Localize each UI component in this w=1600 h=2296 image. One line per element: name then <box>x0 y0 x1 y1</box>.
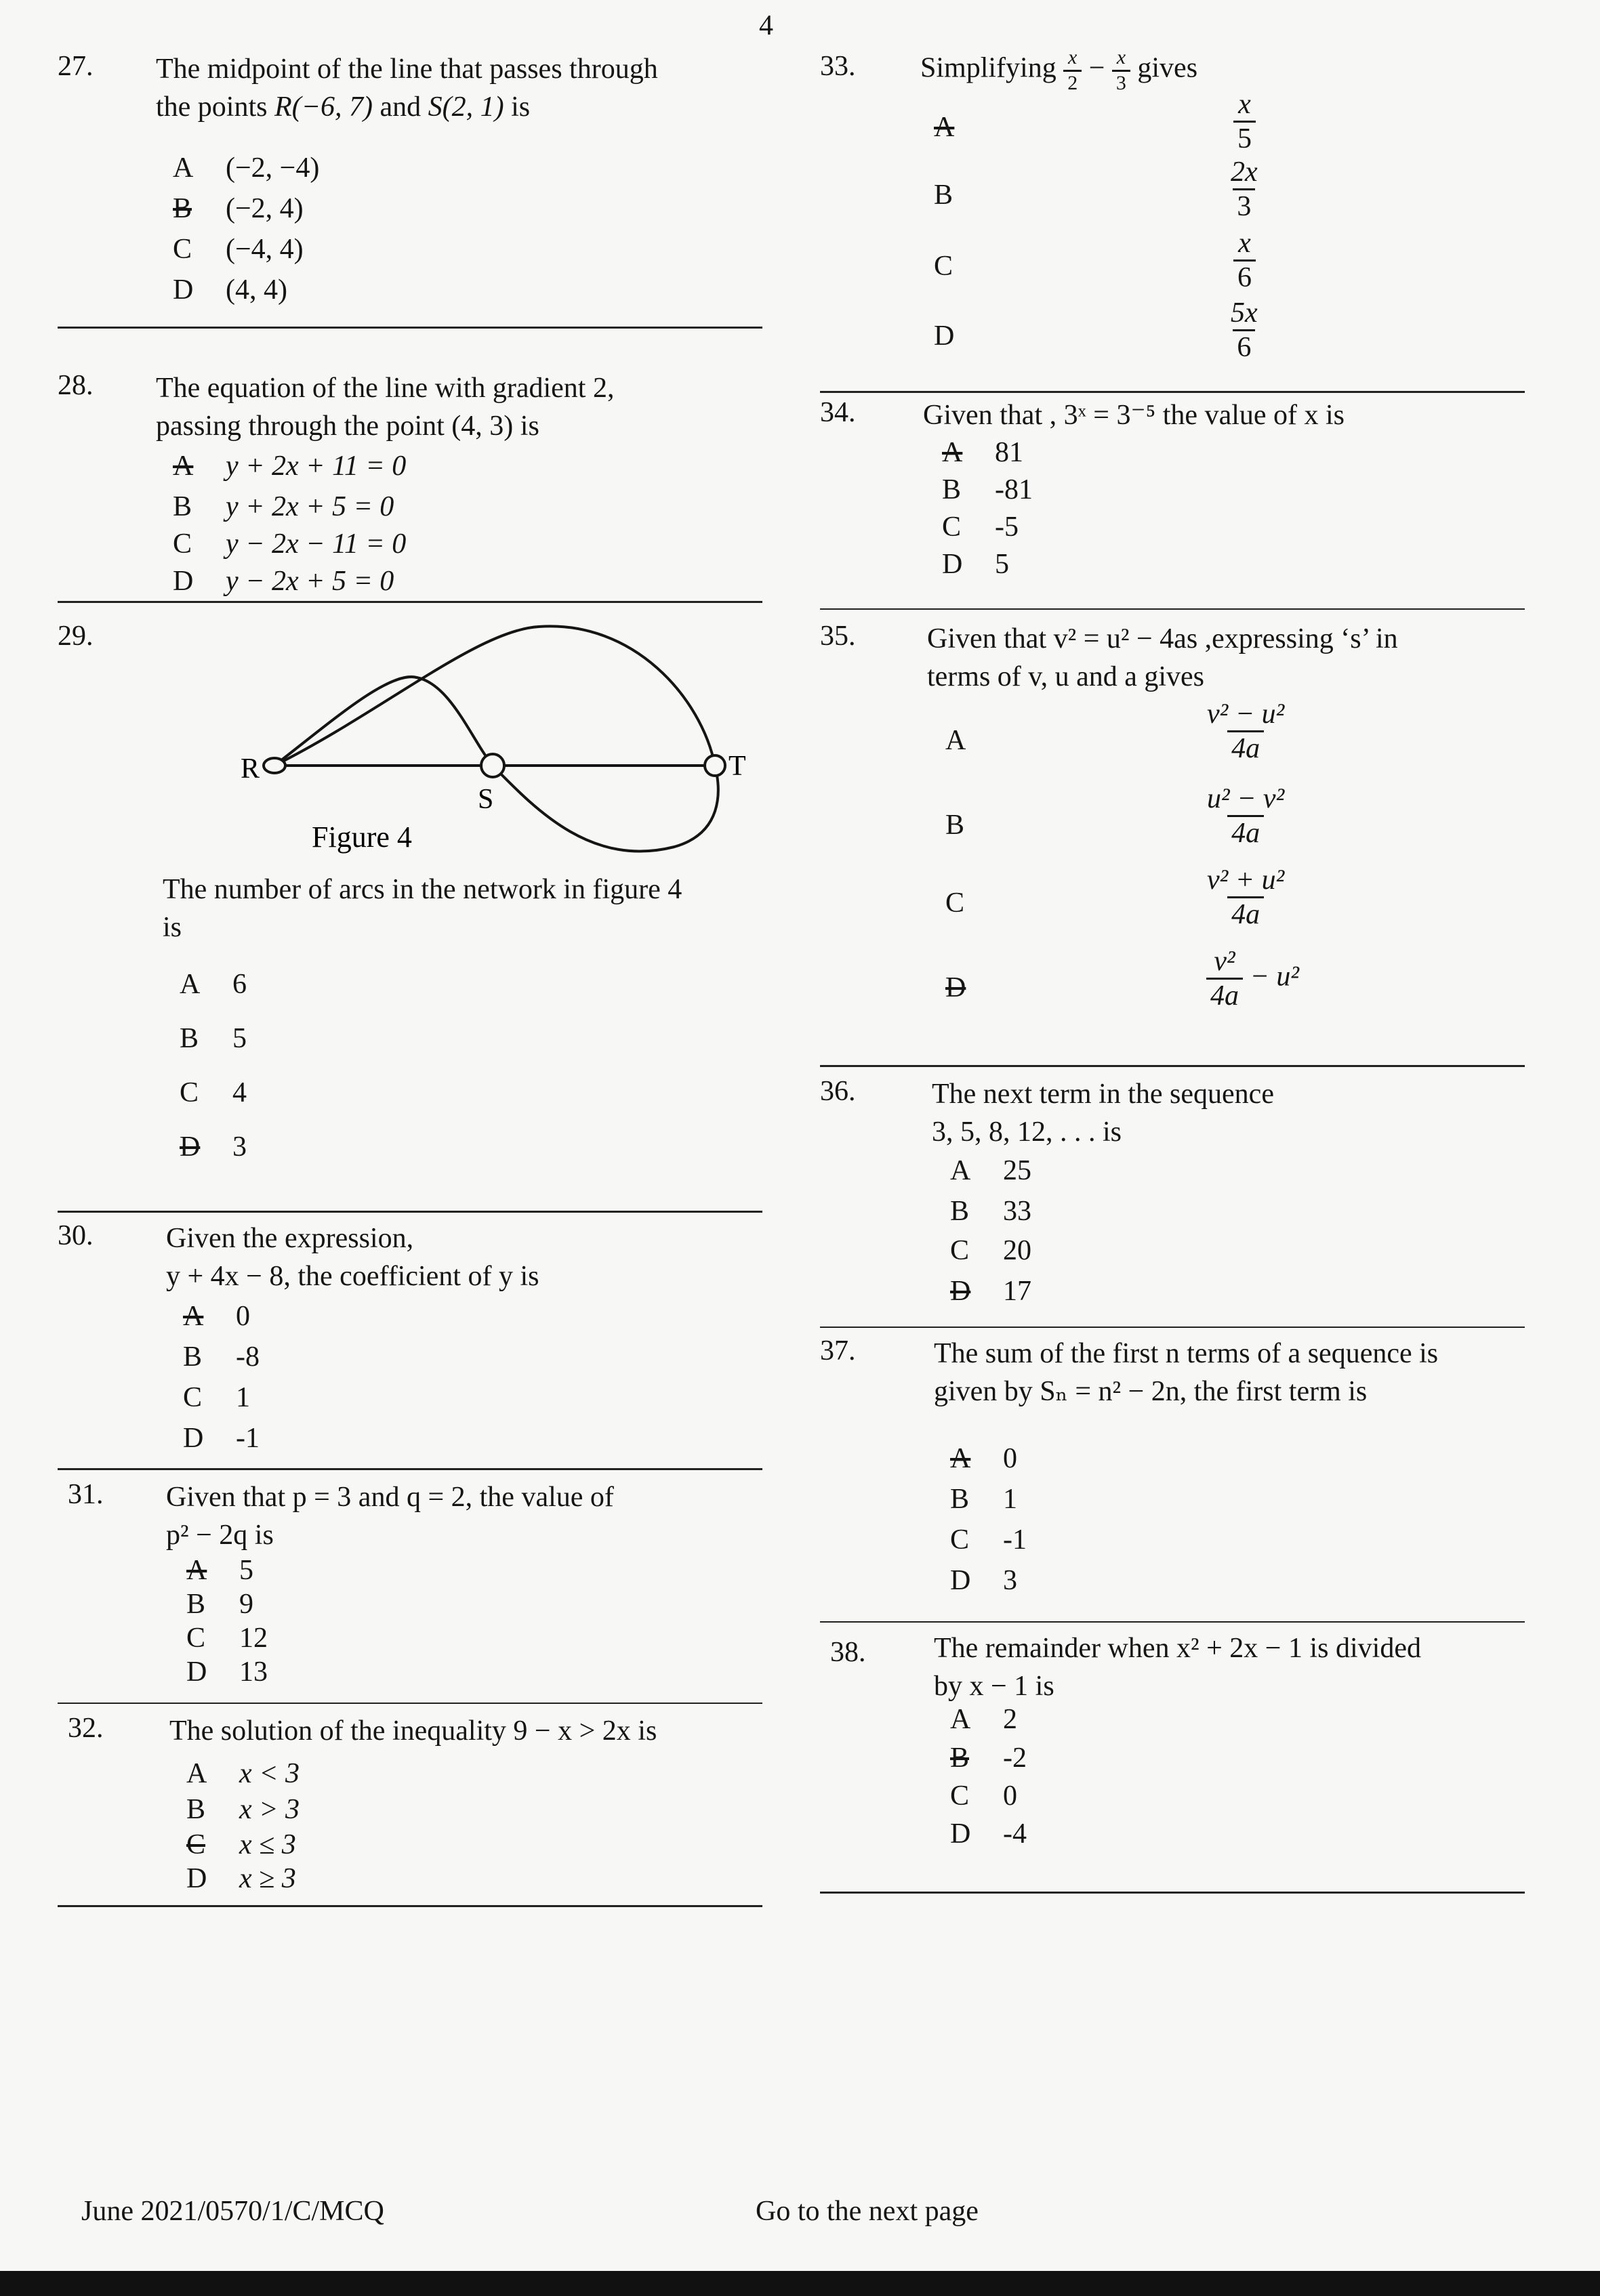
option-a[interactable]: A 0 <box>183 1301 250 1332</box>
option-b[interactable]: B -81 <box>942 474 1033 505</box>
question-stem: Given the expression, y + 4x − 8, the coefficient of y is <box>166 1223 539 1292</box>
option-a-value: $\frac{x}{5}$ <box>1233 88 1256 156</box>
question-number: 34. <box>820 397 856 428</box>
figure-caption: Figure 4 <box>312 820 412 854</box>
option-b[interactable]: B 5 <box>180 1023 247 1054</box>
question-stem: Simplifying $\frac{x}{2}$ − $\frac{x}{3}$ gives <box>920 46 1198 94</box>
option-d[interactable]: D -4 <box>950 1818 1027 1850</box>
question-number: 38. <box>830 1637 866 1668</box>
option-d[interactable]: D <box>934 320 955 352</box>
label-s: S <box>478 784 494 815</box>
option-c[interactable]: C 1 <box>183 1382 250 1413</box>
option-b[interactable]: B -2 <box>950 1742 1027 1774</box>
option-b[interactable]: B -8 <box>183 1341 260 1373</box>
option-a[interactable]: A <box>934 112 955 143</box>
option-a[interactable]: A <box>945 725 966 756</box>
option-b[interactable]: B y + 2x + 5 = 0 <box>173 491 394 522</box>
option-b-value: $\frac{2x}{3}$ <box>1231 156 1258 223</box>
question-32 <box>58 1704 762 1907</box>
question-stem: The sum of the first n terms of a sequence is given by Sₙ = n² − 2n, the first term is <box>934 1338 1439 1407</box>
option-c[interactable]: C (−4, 4) <box>173 234 304 265</box>
next-page-note: Go to the next page <box>756 2196 979 2227</box>
question-number: 31. <box>68 1479 104 1510</box>
question-stem: Given that p = 3 and q = 2, the value of p² − 2q is <box>166 1482 614 1551</box>
option-c[interactable]: C 0 <box>950 1780 1017 1812</box>
option-b[interactable]: B 9 <box>186 1589 253 1620</box>
node-r <box>264 758 285 773</box>
option-c-value: $\frac{\text{v² + u²}}{4a}$ <box>1207 864 1285 931</box>
option-a[interactable]: A 81 <box>942 437 1023 468</box>
option-a[interactable]: A 6 <box>180 969 247 1000</box>
option-d[interactable]: D 3 <box>950 1565 1017 1596</box>
option-d[interactable]: D y − 2x + 5 = 0 <box>173 566 394 597</box>
option-d[interactable]: D -1 <box>183 1423 260 1454</box>
question-29 <box>58 603 762 1213</box>
option-c[interactable]: C x ≤ 3 <box>186 1829 296 1860</box>
question-27 <box>58 41 762 329</box>
option-b[interactable]: B <box>934 180 953 211</box>
option-d[interactable]: D x ≥ 3 <box>186 1863 296 1894</box>
question-number: 35. <box>820 621 856 652</box>
option-d[interactable]: D (4, 4) <box>173 274 287 306</box>
option-d[interactable]: D 13 <box>186 1656 268 1688</box>
left-column <box>58 41 762 1907</box>
option-a[interactable]: A x < 3 <box>186 1758 300 1789</box>
question-35 <box>820 610 1525 1067</box>
question-stem: Given that v² = u² − 4as ,expressing ‘s’ in terms of v, u and a gives <box>927 623 1398 692</box>
question-stem: The midpoint of the line that passes through the points R(−6, 7) and S(2, 1) is <box>156 54 658 123</box>
network-figure <box>159 610 769 881</box>
option-b[interactable]: B (−2, 4) <box>173 193 304 224</box>
question-stem: Given that , 3ˣ = 3⁻⁵ the value of x is <box>923 400 1345 431</box>
option-a[interactable]: A 2 <box>950 1704 1017 1735</box>
option-c[interactable]: C <box>945 888 965 919</box>
question-stem: The solution of the inequality 9 − x > 2x is <box>169 1715 657 1747</box>
option-c[interactable]: C y − 2x − 11 = 0 <box>173 528 407 560</box>
option-c[interactable]: C 20 <box>950 1235 1031 1266</box>
question-number: 33. <box>820 51 856 82</box>
option-b[interactable]: B <box>945 810 965 841</box>
option-a[interactable]: A (−2, −4) <box>173 152 320 184</box>
option-b-value: $\frac{\text{u² − v²}}{4a}$ <box>1207 783 1285 850</box>
question-28 <box>58 329 762 603</box>
option-d-value: $\frac{5x}{6}$ <box>1231 297 1258 364</box>
question-number: 37. <box>820 1335 856 1366</box>
arc-s-t <box>493 766 718 851</box>
question-number: 29. <box>58 621 94 652</box>
question-38 <box>820 1623 1525 1894</box>
question-number: 28. <box>58 370 94 401</box>
question-stem: The remainder when x² + 2x − 1 is divided by x − 1 is <box>934 1633 1421 1702</box>
option-b[interactable]: B x > 3 <box>186 1794 300 1825</box>
option-c-value: $\frac{x}{6}$ <box>1233 227 1256 295</box>
option-d[interactable]: D 3 <box>180 1131 247 1163</box>
option-c[interactable]: C -1 <box>950 1524 1027 1556</box>
question-34 <box>820 393 1525 610</box>
right-column <box>820 41 1525 1894</box>
fraction-x-over-2: $\frac{x}{2}$ <box>1063 46 1082 95</box>
option-c[interactable]: C <box>934 251 953 282</box>
option-a[interactable]: A 25 <box>950 1155 1031 1186</box>
node-t <box>705 755 725 776</box>
page-number: 4 <box>759 10 773 41</box>
arc-r-t-upper <box>274 626 715 766</box>
question-37 <box>820 1328 1525 1623</box>
option-a-value: $\frac{\text{v² − u²}}{4a}$ <box>1207 698 1285 765</box>
question-number: 27. <box>58 51 94 82</box>
label-t: T <box>729 751 746 782</box>
question-stem: The number of arcs in the network in figure 4 is <box>163 874 682 943</box>
option-a[interactable]: A 5 <box>186 1555 253 1586</box>
question-36 <box>820 1067 1525 1328</box>
arc-r-s <box>274 677 493 766</box>
question-stem: The equation of the line with gradient 2, passing through the point (4, 3) is <box>156 373 615 442</box>
option-d[interactable]: D 17 <box>950 1276 1031 1307</box>
option-b[interactable]: B 33 <box>950 1196 1031 1227</box>
option-a[interactable]: A 0 <box>950 1443 1017 1474</box>
question-stem: The next term in the sequence 3, 5, 8, 12, . . . is <box>932 1079 1274 1148</box>
option-d[interactable]: D 5 <box>942 549 1009 580</box>
paper-code: June 2021/0570/1/C/MCQ <box>81 2196 384 2227</box>
option-c[interactable]: C 4 <box>180 1077 247 1108</box>
question-number: 36. <box>820 1076 856 1107</box>
question-30 <box>58 1213 762 1470</box>
option-b[interactable]: B 1 <box>950 1484 1017 1515</box>
node-s <box>481 754 504 777</box>
fraction-x-over-3: $\frac{x}{3}$ <box>1112 46 1130 95</box>
question-31 <box>58 1470 762 1704</box>
scan-edge <box>0 2271 1600 2296</box>
option-d-value: $\frac{\text{v²}}{4a}$ − u² <box>1206 945 1299 1013</box>
question-number: 30. <box>58 1220 94 1251</box>
option-c[interactable]: C -5 <box>942 512 1019 543</box>
question-33 <box>820 41 1525 393</box>
option-a[interactable]: A y + 2x + 11 = 0 <box>173 451 407 482</box>
option-d[interactable]: D <box>945 972 966 1003</box>
option-c[interactable]: C 12 <box>186 1623 268 1654</box>
label-r: R <box>241 753 260 785</box>
question-number: 32. <box>68 1713 104 1744</box>
